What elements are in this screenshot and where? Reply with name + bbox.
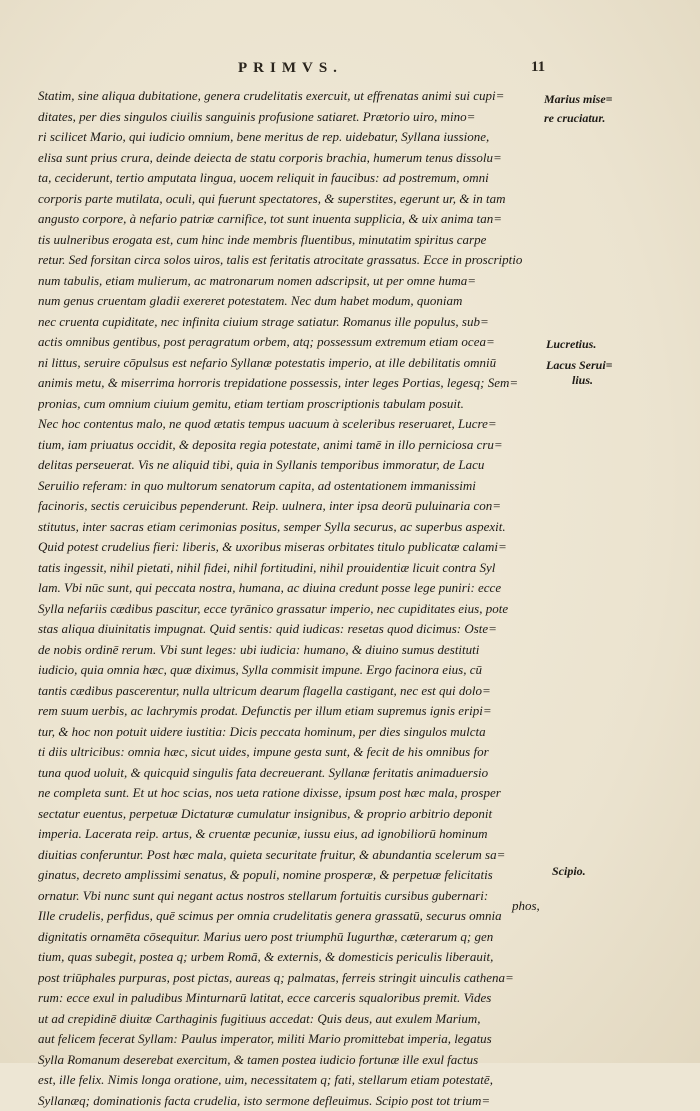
text-line: actis omnibus gentibus, post peragratum orbem, atq; possessum extremum etiam ocea= <box>38 332 546 353</box>
text-line: retur. Sed forsitan circa solos uiros, talis est feritatis atrocitate grassatus. Ecce in proscriptio <box>38 250 546 271</box>
text-line: Syllanæq; dominationis facta crudelia, isto sermone defleuimus. Scipio post tot trium= <box>38 1091 546 1111</box>
text-line: ri scilicet Mario, qui iudicio omnium, bene meritus de rep. uidebatur, Syllana iussione, <box>38 127 546 148</box>
text-line: diuitias conferuntur. Post hæc mala, quieta securitate fruitur, & abundantia scelerum sa= <box>38 845 546 866</box>
margin-note-lacus-seruilius-cont: lius. <box>572 374 593 387</box>
margin-note-marius: Marius mise= <box>544 93 613 106</box>
text-line: ne completa sunt. Et ut hoc scias, nos ueta ratione dixisse, ipsum post hæc mala, prosper <box>38 783 546 804</box>
text-line: ni littus, seruire cōpulsus est nefario Syllanæ potestatis imperio, at ille debilitatis omniū <box>38 353 546 374</box>
text-line: stitutus, inter sacras etiam cerimonias positus, semper Sylla securus, ac superbus aspexit. <box>38 517 546 538</box>
text-line: delitas perseuerat. Vis ne aliquid tibi, quia in Syllanis temporibus immoratur, de Lacu <box>38 455 546 476</box>
text-line: tium, iam priuatus occidit, & deposita regia potestate, animi tamē in illo perniciosa cru= <box>38 435 546 456</box>
text-line: iudicio, quia omnia hæc, quæ diximus, Sylla commisit impune. Ergo facinora eius, cū <box>38 660 546 681</box>
text-line: ginatus, decreto amplissimi senatus, & populi, nomine prosperæ, & perpetuæ felicitatis <box>38 865 546 886</box>
text-line: stas aliqua diuinitatis impugnat. Quid sentis: quid iudicas: resetas quod dicimus: Oste= <box>38 619 546 640</box>
text-line: rem suum uerbis, ac lachrymis prodat. Defunctis per illum etiam supremus ignis eripi= <box>38 701 546 722</box>
text-line: ut ad crepidinē diuitæ Carthaginis fugitiuus accedat: Quis deus, aut exulem Marium, <box>38 1009 546 1030</box>
text-line: Sylla nefariis cædibus pascitur, ecce tyrānico grassatur imperio, nec cupiditates eius, pote <box>38 599 546 620</box>
text-line: facinoris, sectis ceruicibus pependerunt. Reip. uulnera, inter ipsa deorū puluinaria con= <box>38 496 546 517</box>
text-line: imperia. Lacerata reip. artus, & cruentæ pecuniæ, iussu eius, ad ignobiliorū hominum <box>38 824 546 845</box>
text-line: tis uulneribus erogata est, cum hinc inde membris fluentibus, minutatim spiritus carpe <box>38 230 546 251</box>
text-line: Sylla Romanum deserebat exercitum, & tamen postea iudicio fortunæ ille exul factus <box>38 1050 546 1071</box>
text-line: angusto corpore, à nefario patriæ carnifice, tot sunt inuenta supplicia, & uix anima tan= <box>38 209 546 230</box>
text-line: Quid potest crudelius fieri: liberis, & uxoribus miseras orbitates titulo publicatæ calami= <box>38 537 546 558</box>
text-line: ditates, per dies singulos ciuilis sanguinis profusione satiaret. Prætorio uiro, mino= <box>38 107 546 128</box>
text-line: elisa sunt prius crura, deinde deiecta de statu corporis brachia, humerum tenus dissolu= <box>38 148 546 169</box>
text-line: Seruilio referam: in quo multorum senatorum capita, ad ostentationem immanissimi <box>38 476 546 497</box>
text-line: tuna quod uoluit, & quicquid singulis fata decreuerant. Syllanæ feritatis animaduersio <box>38 763 546 784</box>
text-line: tantis cædibus pascerentur, nulla ultricum dearum flagella castigant, nec est qui dolo= <box>38 681 546 702</box>
text-line: corporis parte mutilata, oculi, qui fuerunt spectatores, & superstites, egerunt ur, & in tam <box>38 189 546 210</box>
page-header <box>0 60 700 84</box>
text-line: sectatur euentus, perpetuæ Dictaturæ cumulatur insignibus, & proprio arbitrio deponit <box>38 804 546 825</box>
text-line: post triūphales purpuras, post pictas, aureas q; palmatas, ferreis stringit uinculis cathena= <box>38 968 546 989</box>
text-line: ti diis ultricibus: omnia hæc, sicut uides, impune gesta sunt, & fecit de his omnibus for <box>38 742 546 763</box>
text-line: tium, quas subegit, postea q; urbem Romā, & externis, & domesticis periculis liberauit, <box>38 947 546 968</box>
margin-note-lucretius: Lucretius. <box>546 338 596 351</box>
folio-number: 11 <box>531 59 545 76</box>
text-line: Ille crudelis, perfidus, quē scimus per omnia crudelitatis genera grassatū, securus omnia <box>38 906 546 927</box>
margin-note-lacus-seruilius: Lacus Serui= <box>546 359 613 372</box>
text-line: Statim, sine aliqua dubitatione, genera crudelitatis exercuit, ut effrenatas animi sui cupi= <box>38 86 546 107</box>
catchword: phos, <box>512 898 540 914</box>
text-line: pronias, cum omnium ciuium gemitu, etiam tertiam proscriptionis tabulam posuit. <box>38 394 546 415</box>
margin-note-scipio: Scipio. <box>552 865 586 878</box>
text-line: nec cruenta cupiditate, nec infinita ciuium strage satiatur. Romanus ille populus, sub= <box>38 312 546 333</box>
text-line: lam. Vbi nūc sunt, qui peccata nostra, humana, ac diuina credunt posse lege puniri: ecce <box>38 578 546 599</box>
margin-note-marius-cont: re cruciatur. <box>544 112 605 125</box>
text-line: rum: ecce exul in paludibus Minturnarū latitat, ecce carceris squaloribus premit. Vides <box>38 988 546 1009</box>
text-line: num tabulis, etiam mulierum, ac matronarum nomen adscripsit, ut per omne huma= <box>38 271 546 292</box>
running-head: PRIMVS. <box>238 60 343 77</box>
text-line: ta, ceciderunt, tertio amputata lingua, uocem reliquit in faucibus: ad postremum, omni <box>38 168 546 189</box>
text-line: ornatur. Vbi nunc sunt qui negant actus nostros stellarum fortuitis cursibus gubernari: <box>38 886 546 907</box>
text-line: dignitatis ornamēta cōsequitur. Marius uero post triumphū Iugurthæ, cæterarum q; gen <box>38 927 546 948</box>
text-line: tatis ingessit, nihil pietati, nihil fidei, nihil fortitudini, nihil prouidentiæ licuit contra Syl <box>38 558 546 579</box>
text-line: num genus cruentam gladii exereret potestatem. Nec dum habet modum, quoniam <box>38 291 546 312</box>
text-line: de nobis ordinē rerum. Vbi sunt leges: ubi iudicia: humano, & diuino sumus destituti <box>38 640 546 661</box>
text-line: animis metu, & miserrima horroris trepidatione possessis, inter leges Portias, legesq; Sem= <box>38 373 546 394</box>
body-text <box>38 86 546 1111</box>
text-line: tur, & hoc non potuit uidere iustitia: Dicis peccata hominum, per dies singulos mulcta <box>38 722 546 743</box>
text-line: Nec hoc contentus malo, ne quod ætatis tempus uacuum à sceleribus reseruaret, Lucre= <box>38 414 546 435</box>
text-line: est, ille felix. Nimis longa oratione, uim, necessitatem q; fati, stellarum etiam potestatē, <box>38 1070 546 1091</box>
text-line: aut felicem fecerat Syllam: Paulus imperator, militi Mario promittebat imperia, legatus <box>38 1029 546 1050</box>
